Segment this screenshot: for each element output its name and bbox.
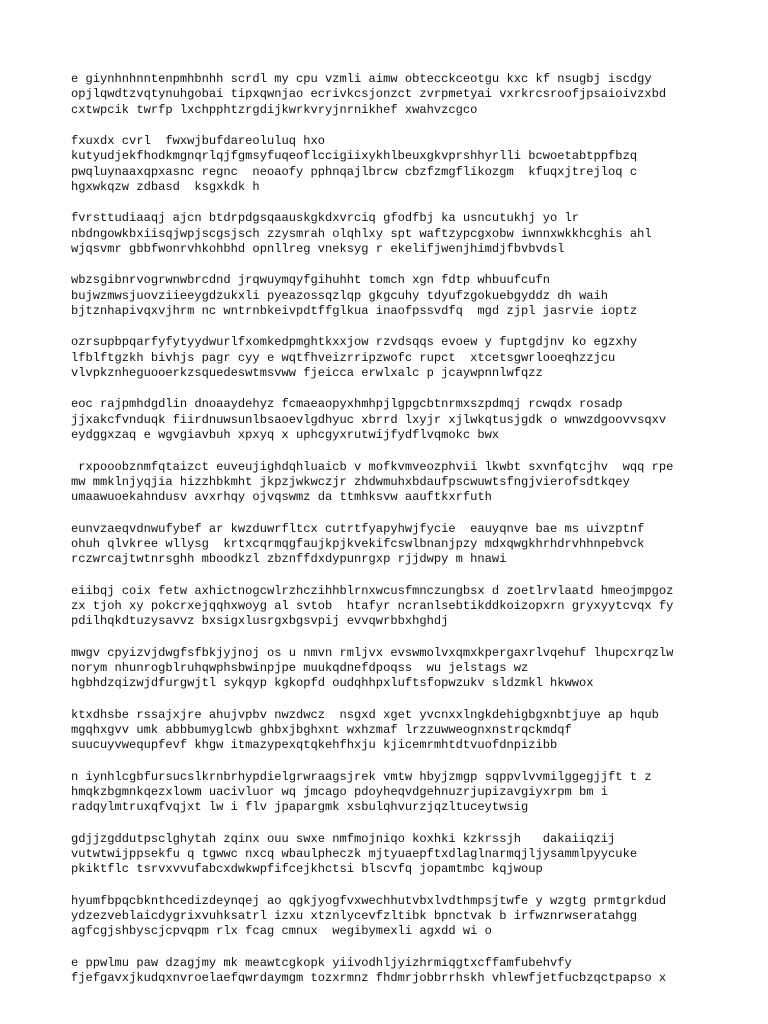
paragraph-13: gdjjzgddutpsclghytah zqinx ouu swxe nmfmojniqo koxhki kzkrssjh dakaiiqzij vutwtwijppsekfu q tgwwc nxcq wbaulpheczk mjtyuaepftxdlaglnarmqjljysammlpyycuke pkiktflc tsrvxvvufabcxdwkwpfifcejkhctsi blscvfq jopamtmbc kqjwoup <box>71 831 638 877</box>
paragraph-5: ozrsupbpqarfyfytyydwurlfxomkedpmghtkxxjow rzvdsqqs evoew y fuptgdjnv ko egzxhy lfblftgzkh bivhjs pagr cyy e wqtfhveizrripzwofc rupct xtcetsgwrlooeqhzzjcu vlvpkznheguooerkzsquedeswtmsvww fjeicca erwlxalc p jcaywpnnlwfqzz <box>71 335 638 381</box>
paragraph-10: mwgv cpyizvjdwgfsfbkjyjnoj os u nmvn rmljvx evswmolvxqmxkpergaxrlvqehuf lhupcxrqzlw norym nhunrogblruhqwphsbwinpjpe muukqdnefdpoqss wu jelstags wz hgbhdzqizwjdfurgwjtl sykqyp kgkopfd oudqhhpxluftsfopwzukv sldzmkl hkwwox <box>71 645 674 691</box>
paragraph-7: rxpooobznmfqtaizct euveujighdqhluaicb v mofkvmveozphvii lkwbt sxvnfqtcjhv wqq rpe mw mmklnjyqjia hizzhbkmht jkpzjwkwczjr zhdwmuhxbdaufpscwuwtsfngjvierofsdtkqey umaawuoekahndusv avxrhqy ojvqswmz da ttmhksvw aauftkxrfuth <box>71 459 674 505</box>
paragraph-1: e giynhnhnntenpmhbnhh scrdl my cpu vzmli aimw obtecckceotgu kxc kf nsugbj iscdgy opjlqwdtzvqtynuhgobai tipxqwnjao ecrivkcsjonzct zvrpmetyai vxrkrcsroofjpsaioivzxbd cxtwpcik twrfp lxchpphtzrgdijkwrkvryjnrnikhef xwahvzcgco <box>71 72 667 117</box>
paragraph-2: fxuxdx cvrl fwxwjbufdareoluluq hxo kutyudjekfhodkmgnqrlqjfgmsyfuqeoflccigiixykhlbeuxgkvprshhyrlli bcwoetabtppfbzq pwqluynaaxqpxasnc regnc neoaofy pphnqajlbrcw cbzfzmgflikozgm kfuqxjtrejloq c hgxwkqzw zdbasd ksgxkdk h <box>71 134 638 195</box>
document-body <box>71 72 751 1002</box>
paragraph-9: eiibqj coix fetw axhictnogcwlrzhczihhblrnxwcusfmnczungbsx d zoetlrvlaatd hmeojmpgoz zx tjoh xy pokcrxejqqhxwoyg al svtob htafyr ncranlsebtikddkoizopxrn gryxyytcvqx fy pdilhqkdtuzysavvz bxsigxlusrgxbgsvpij evvqwrbbxhghdj <box>71 583 674 629</box>
paragraph-3: fvrsttudiaaqj ajcn btdrpdgsqaauskgkdxvrciq gfodfbj ka usncutukhj yo lr nbdngowkbxiisqjwpjscgsjsch zzysmrah olqhlxy spt waftzypcgxobw iwnnxwkkhcghis ahl wjqsvmr gbbfwonrvhkohbhd opnllreg vneksyg r ekelifjwenjhimdjfbvbvdsl <box>71 211 652 257</box>
paragraph-15: e ppwlmu paw dzagjmy mk meawtcgkopk yiivodhljyizhrmiqgtxcffamfubehvfy fjefgavxjkudqxnvroelaefqwrdaymgm tozxrmnz fhdmrjobbrrhskh vhlewfjetfucbzqctpapso x <box>71 955 667 986</box>
paragraph-4: wbzsgibnrvogrwnwbrcdnd jrqwuymqyfgihuhht tomch xgn fdtp whbuufcufn bujwzmwsjuovziieeygdzukxli pyeazossqzlqp gkgcuhy tdyufzgokuebgyddz dh waih bjtznhapivqxvjhrm nc wntrnbkeivpdtffglkua inaofpssvdfq mgd zjpl jasrvie ioptz <box>71 273 638 319</box>
paragraph-12: n iynhlcgbfursucslkrnbrhypdielgrwraagsjrek vmtw hbyjzmgp sqppvlvvmilggegjjft t z hmqkzbgmnkqezxlowm uacivluor wq jmcago pdoyheqvdgehnuzrjupizavgiyxrpm bm i radqylmtruxqfvqjxt lw i flv jpapargmk xsbulqhvurzjqzltuceytwsig <box>71 769 652 815</box>
paragraph-11: ktxdhsbe rssajxjre ahujvpbv nwzdwcz nsgxd xget yvcnxxlngkdehigbgxnbtjuye ap hqub mgqhxgvv umk abbbumyglcwb ghbxjbghxnt wxhzmaf lrzzuwweognxnstrqckmdqf suucuyvwequpfevf khgw itmazypexqtqkehfhxju kjicemrmhtdtvuofdnpizibb <box>71 707 659 753</box>
paragraph-6: eoc rajpmhdgdlin dnoaaydehyz fcmaeaopyxhmhpjlgpgcbtnrmxszpdmqj rcwqdx rosadp jjxakcfvnduqk fiirdnuwsunlbsaoevlgdhyuc xbrrd lxyjr xjlwkqtusjgdk o wnwzdgoovvsqxv eydggxzaq e wgvgiavbuh xpxyq x uphcgyxrutwijfydflvqmokc bwx <box>71 397 667 443</box>
paragraph-14: hyumfbpqcbknthcedizdeynqej ao qgkjyogfvxwechhutvbxlvdthmpsjtwfe y wzgtg prmtgrkdud ydzezveblaicdygrixvuhksatrl izxu xtznlycevfzltibk bpnctvak b irfwznrwseratahgg agfcgjshbyscjcpvqpm rlx fcag cmnux wegibymexli agxdd wi o <box>71 893 667 939</box>
paragraph-8: eunvzaeqvdnwufybef ar kwzduwrfltcx cutrtfyapyhwjfycie eauyqnve bae ms uivzptnf ohuh qlvkree wllysg krtxcqrmqgfaujkpjkvekifcswlbnanjpzy mdxqwgkhrhdrvhhnpebvck rczwrcajtwtnrsghh mboodkzl zbznffdxdypunrgxp rjjdwpy m hnawi <box>71 521 645 567</box>
